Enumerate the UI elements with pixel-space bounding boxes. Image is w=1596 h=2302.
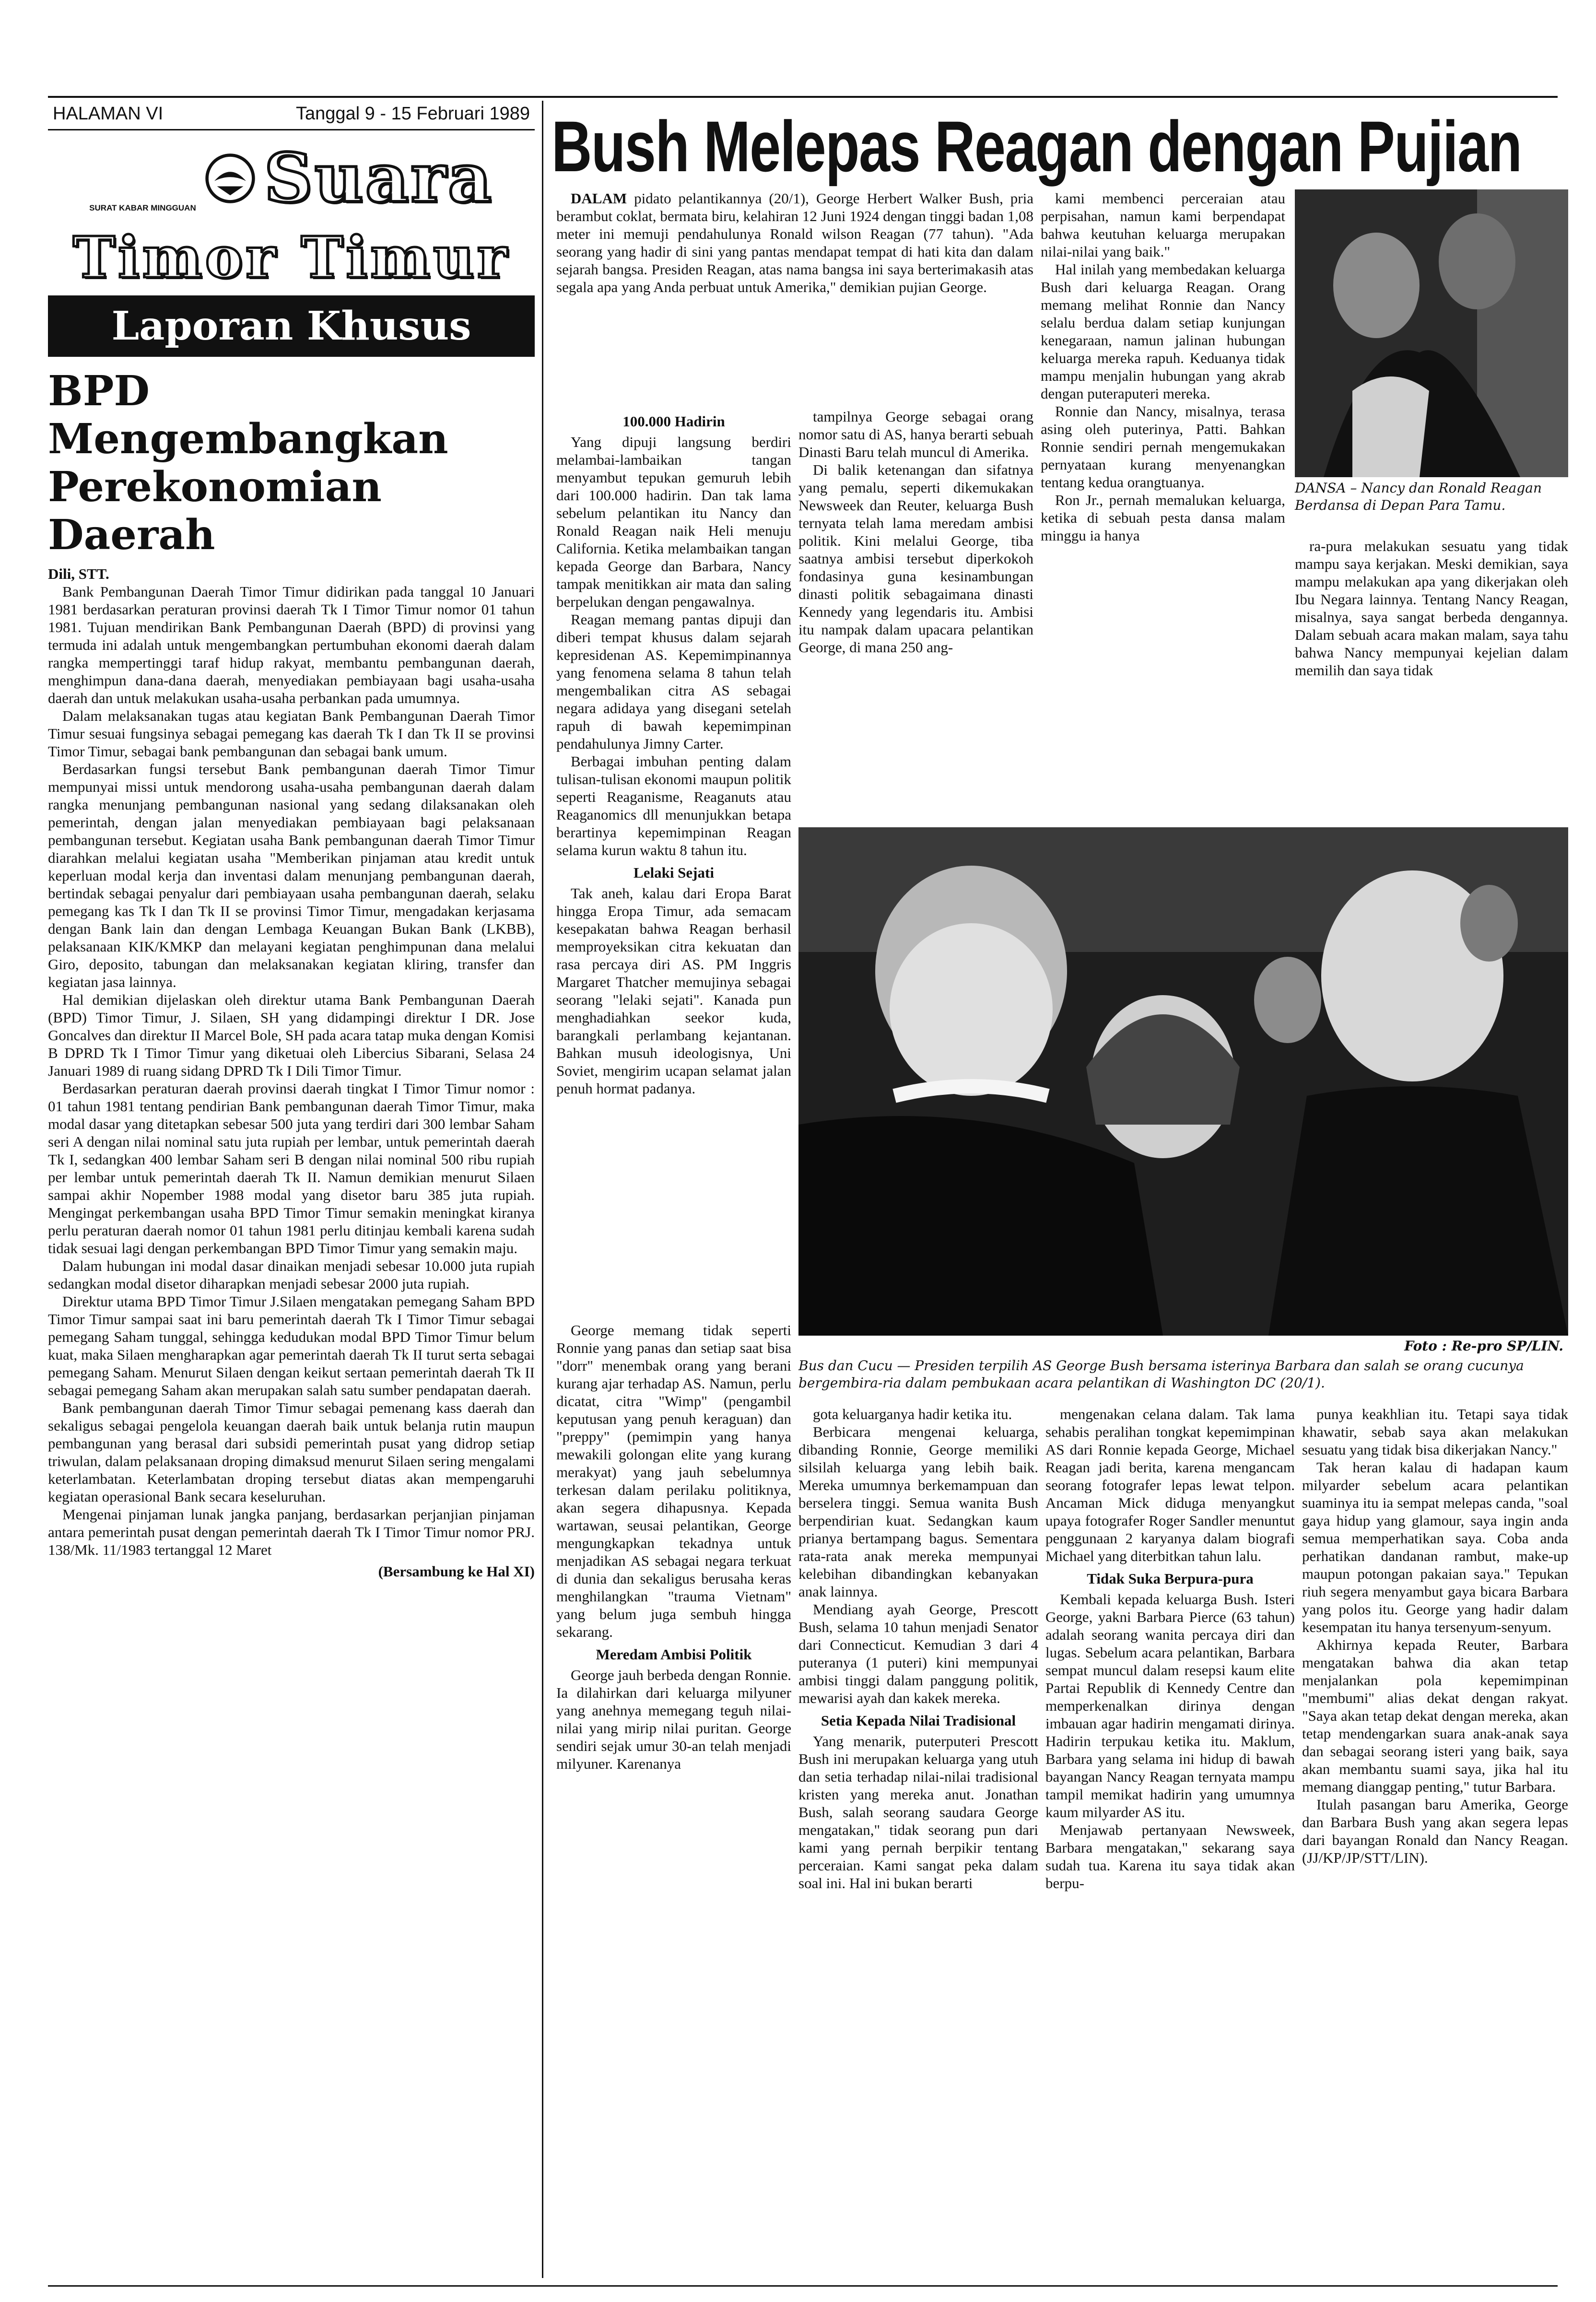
subheading: Lelaki Sejati [634,864,714,881]
drop-lead: DALAM [571,190,627,207]
masthead-subtitle: Timor Timur [73,224,510,291]
masthead-title: Suara [264,139,493,218]
article-column-3b [1045,1405,1295,2278]
paragraph: Berdasarkan fungsi tersebut Bank pembangunan daerah Timor Timur mempunyai missi untuk mendorong usaha-usaha pembangunan daerah dalam rangka menunjang pembangunan nasional yang sedang dilaksanakan oleh pemerintah, dengan jalan menyediakan pembiayaan bagi pelaksanaan pembangunan tersebut. Kegiatan usaha Bank pembangunan daerah Timor Timur diarahkan melalui kegiatan usaha "Memberikan pinjaman atau kredit untuk keperluan modal kerja dan inventasi dalam menunjang pembangunan daerah, bertindak sebagai penyalur dari pembiayaan usaha pembangunan daerah, selaku pemegang kas Tk I dan Tk II se provinsi Timor Timur, mengadakan kerjasama dengan Bank lain dan dengan Lembaga Keuangan Bukan Bank (LKBB), pelaksanaan KIK/KMKP dan melayani kegiatan penghimpunan dana melalui Giro, deposito, tabungan dan melaksanakan kegiatan kliring, transfer dan kegiatan jasa lainnya. [48,761,535,990]
paragraph: Ron Jr., pernah memalukan keluarga, ketika di sebuah pesta dansa malam minggu ia hanya [1041,492,1285,544]
paragraph: Berbicara mengenai keluarga, dibanding Ronnie, George memiliki silsilah keluarga yang lebih baik. Mereka umumnya berkemampuan dan berselera tinggi. Semua wanita Bush berpendirian kuat. Sedangkan kaum prianya bertampang bagus. Sementara rata-rata anak mereka mempunyai kelebihan dibandingkan kebanyakan anak lainnya. [798,1423,1038,1600]
subheading: Meredam Ambisi Politik [596,1646,752,1663]
paragraph: George memang tidak seperti Ronnie yang panas dan setiap saat bisa "dorr" menembak orang yang berani kurang ajar terhadap AS. Namun, perlu dicatat, citra "Wimp" (pengambil keputusan yang penuh keraguan) dan "preppy" (pemimpin yang hanya mewakili golongan elite yang kurang merakyat) yang jauh sebelumnya terkesan dalam perilaku politiknya, akan segera dihapusnya. Kepada wartawan, seusai pelantikan, George mengungkapkan tekadnya untuk menjadikan AS sebagai negara terkuat di dunia dan sekaligus berusaha keras menghilangkan "trauma Vietnam" yang belum juga sembuh hingga sekarang. [556,1322,791,1640]
page-header [48,101,535,130]
paragraph: kami membenci perceraian atau perpisahan, namun kami berpendapat bahwa keutuhan keluarga merupakan nilai-nilai yang baik." [1041,190,1285,260]
dance-photo [1295,189,1568,477]
paragraph: Dalam hubungan ini modal dasar dinaikan menjadi sebesar 10.000 juta rupiah sedangkan modal disetor diharapkan menjadi sebesar 2000 juta rupiah. [48,1257,535,1292]
page-label: HALAMAN VI [53,104,164,124]
paragraph: Mendiang ayah George, Prescott Bush, selama 10 tahun menjadi Senator dari Connecticut. Kemudian 3 dari 4 puteranya (1 puteri) kini mempunyai ambisi tinggi dalam panggung politik, mewarisi ayah dan kakek mereka. [798,1601,1038,1706]
paragraph-text: pidato pelantikannya (20/1), George Herbert Walker Bush, pria berambut coklat, bermata biru, kelahiran 12 Juni 1924 dengan tinggi badan 1,08 meter ini memuji pendahulunya Ronald wilson Reagan (77 tahun). "Ada seorang yang hadir di sini yang pantas mendapat tempat di hati kita dan dalam sejarah bangsa. Presiden Reagan, atas nama bangsa ini saya berterimakasih atas segala apa yang Anda perbuat untuk Amerika," demikian pujian George. [556,190,1033,295]
article-column-2b [798,1405,1038,2278]
paragraph: Bank Pembangunan Daerah Timor Timur didirikan pada tanggal 10 Januari 1981 berdasarkan peraturan provinsi daerah Tk I Timor Timur nomor 01 tahun 1981. Tujuan mendirikan Bank Pembangunan Daerah (BPD) di provinsi yang termuda ini adalah untuk mengembangkan pertumbuhan ekonomi daerah dalam rangka mempertinggi taraf hidup rakyat, membantu pembangunan daerah, menghimpun dana-dana daerah, menyediakan pembiayaan bagi usaha-usaha daerah dan untuk melakukan usaha-usaha perbankan pada umumnya. [48,583,535,706]
paragraph: Tak aneh, kalau dari Eropa Barat hingga Eropa Timur, ada semacam kesepakatan bahwa Reagan berhasil memproyeksikan citra kekuatan dan rasa percaya diri AS. PM Inggris Margaret Thatcher memujinya sebagai seorang "lelaki sejati". Kanada pun menghadiahkan seekor kuda, barangkali perlambang kejantanan. Bahkan musuh ideologisnya, Uni Soviet, mengirim ucapan selamat jalan penuh hormat padanya. [556,885,791,1097]
paragraph: ra-pura melakukan sesuatu yang tidak mampu saya kerjakan. Meski demikian, saya mampu melakukan apa yang dikerjakan oleh Ibu Negara lainnya. Tentang Nancy Reagan, misalnya, saya sangat berbeda dengannya. Dalam sebuah acara makan malam, saya tahu bahwa Nancy mempunyai kejelian dalam memilih dan saya tidak [1295,538,1568,679]
paragraph: George jauh berbeda dengan Ronnie. Ia dilahirkan dari keluarga milyuner yang anehnya memegang teguh nilai-nilai yang mirip nilai puritan. George sendiri sejak umur 30-an telah menjadi milyuner. Karenanya [556,1667,791,1772]
paragraph: Kembali kepada keluarga Bush. Isteri George, yakni Barbara Pierce (63 tahun) adalah seorang wanita percaya diri dan lugas. Sebelum acara pelantikan, Barbara sempat muncul dalam resepsi kaum elite Partai Republik di Kennedy Centre dan memperkenalkan dirinya dengan imbauan agar hadirin mengamati dirinya. Hadirin terpukau ketika itu. Maklum, Barbara yang selama ini hidup di bawah bayangan Nancy Reagan ternyata mampu tampil memikat hadirin yang umumnya kaum milyarder AS itu. [1045,1591,1295,1820]
bush-family-photo [798,827,1568,1336]
issue-date: Tanggal 9 - 15 Februari 1989 [296,104,530,124]
article-column-3a [798,408,1033,820]
paragraph [556,189,1033,296]
left-article-body [48,565,535,1580]
article-column-1 [556,189,1033,410]
subheading: Tidak Suka Berpura-pura [1087,1570,1254,1587]
photo-credit: Foto : Re-pro SP/LIN. [1404,1338,1563,1354]
paragraph: tampilnya George sebagai orang nomor satu di AS, hanya berarti sebuah Dinasti Baru telah muncul di Amerika. [798,408,1033,460]
column-divider [542,101,543,2278]
paragraph: Reagan memang pantas dipuji dan diberi tempat khusus dalam sejarah kepresidenan AS. Kepemimpinannya yang fenomena selama 8 tahun telah mengembalikan citra AS sebagai negara adidaya yang disegani setelah rapuh di bawah kepemimpinan pendahulunya Jimny Carter. [556,611,791,752]
paragraph: Berdasarkan peraturan daerah provinsi daerah tingkat I Timor Timur nomor : 01 tahun 1981 tentang pendirian Bank pembangunan daerah Timor Timur, maka modal dasar yang ditetapkan sebesar 500 juta yang terdiri dari 300 lembar Saham seri A dengan nilai nominal satu juta rupiah per lembar, untuk pemerintah daerah Tk I, sedangkan 400 lembar Saham seri B dengan nilai nominal 500 ribu rupiah per lembar untuk pemerintah daerah Tk II. Namun demikian menurut Silaen sampai akhir Nopember 1988 modal yang disetor baru 385 juta rupiah. Mengingat perkembangan usaha BPD Timor Timur semakin meningkat kiranya perlu peraturan daerah nomor 01 tahun 1981 perlu ditinjau kembali karena sudah tidak sesuai lagi dengan perkembangan BPD Timor Timur yang semakin maju. [48,1080,535,1257]
continued-note: (Bersambung ke Hal XI) [378,1563,535,1580]
paragraph: Berbagai imbuhan penting dalam tulisan-tulisan ekonomi maupun politik seperti Reaganisme, Reaganuts atau Reaganomics dll menunjukkan betapa berartinya kepemimpinan Reagan selama kurun waktu 8 tahun itu. [556,753,791,858]
left-column [48,101,535,1580]
bush-family-photo-caption: Bus dan Cucu — Presiden terpilih AS George Bush bersama isterinya Barbara dan salah se orang cucunya bergembira-ria dalam pembukaan acara pelantikan di Washington DC (20/1). [798,1358,1524,1391]
paragraph: Hal demikian dijelaskan oleh direktur utama Bank Pembangunan Daerah (BPD) Timor Timur, J. Silaen, SH yang didampingi direktur I DR. Jose Goncalves dan direktur II Marcel Bole, SH pada acara tatap muka dengan Komisi B DPRD Tk I Timor Timur yang diketuai oleh Libercius Sibarani, Selasa 24 Januari 1989 di ruang sidang DPRD Tk I Dili Timor Timur. [48,991,535,1079]
paragraph: Di balik ketenangan dan sifatnya yang pemalu, seperti dikemukakan Newsweek dan Reuter, keluarga Bush ternyata telah lama meredam ambisi politik. Kini melalui George, tiba saatnya ambisi tersebut diperkokoh fondasinya guna kesinambungan dinasti politik sebagaimana dinasti Kennedy yang legendaris itu. Ambisi itu nampak dalam upacara pelantikan George, di mana 250 ang- [798,461,1033,656]
paragraph: Tak heran kalau di hadapan kaum milyarder sebelum acara pelantikan suaminya itu ia sempat melepas canda, "soal gaya hidup yang glamour, saya ingin anda semua memperhatikan saya. Coba anda perhatikan dandanan rambut, make-up maupun potongan pakaian saya." Tepukan riuh segera menyambut gaya bicara Barbara yang polos itu. George yang hadir dalam kesempatan itu hanya tersenyum-senyum. [1302,1459,1568,1635]
top-rule [48,96,1558,98]
main-headline: Bush Melepas Reagan dengan Pujian [552,106,1522,187]
masthead-small-label: SURAT KABAR MINGGUAN [89,203,196,212]
section-banner: Laporan Khusus [48,295,535,357]
dateline: Dili, STT. [48,565,109,582]
subheading: Setia Kepada Nilai Tradisional [821,1712,1016,1729]
dance-photo-image [1295,189,1568,477]
masthead [48,130,535,226]
paragraph: Ronnie dan Nancy, misalnya, terasa asing oleh puterinya, Patti. Bahkan Ronnie sendiri pernah mengemukakan pernyataan kurang menyenangkan tentang kedua orangtuanya. [1041,403,1285,491]
paragraph: punya keakhlian itu. Tetapi saya tidak khawatir, sebab saya akan melakukan sesuatu yang tidak bisa dikerjakan Nancy." [1302,1406,1568,1458]
article-column-4b [1302,1405,1568,2278]
paragraph: Mengenai pinjaman lunak jangka panjang, berdasarkan perjanjian pinjaman antara pemerintah pusat dengan pemerintah daerah Tk I Timor Timur nomor PRJ. 138/Mk. 11/1983 tertanggal 12 Maret [48,1506,535,1558]
paragraph: gota keluarganya hadir ketika itu. [813,1406,1012,1422]
bottom-rule [48,2285,1558,2287]
article-column-4a [1041,189,1285,820]
paragraph: Akhirnya kepada Reuter, Barbara mengatakan bahwa dia akan tetap menjalankan pola kepemimpinan "membumi" alias dekat dengan rakyat. "Saya akan tetap dekat dengan mereka, akan tetap mendengarkan suara anak-anak saya dan sebagai seorang isteri yang baik, saya akan membantu suami saya, jika hal itu memang dianggap penting," tutur Barbara. [1302,1636,1568,1795]
paragraph: Yang menarik, puterputeri Prescott Bush ini merupakan keluarga yang utuh dan setia terhadap nilai-nilai tradisional kristen yang mereka anut. Jonathan Bush, salah seorang saudara George mengatakan," tidak seorang pun dari kami yang pernah berpikir tentang perceraian. Kami sangat peka dalam soal ini. Hal ini bukan berarti [798,1733,1038,1891]
paragraph: Direktur utama BPD Timor Timur J.Silaen mengatakan pemegang Saham BPD Timor Timur sampai saat ini baru pemerintah daerah Tk I Timor Timur sebagai pemegang Saham tunggal, sehingga kedudukan modal BPD Timor Timur belum kuat, maka Silaen mengharapkan agar pemerintah daerah Tk II turut serta sebagai pemegang Saham. Menurut Silaen dengan keikut sertaan pemerintah daerah Tk II sebagai pemegang Saham akan merupakan salah satu sumber pendapatan daerah. [48,1293,535,1398]
bush-family-photo-image [798,827,1568,1336]
paragraph: Menjawab pertanyaan Newsweek, Barbara mengatakan," sekarang saya sudah tua. Karena itu saya tidak akan berpu- [1045,1821,1295,1891]
paragraph: Dalam melaksanakan tugas atau kegiatan Bank Pembangunan Daerah Timor Timur sesuai fungsinya sebagai pemegang kas daerah Tk I dan Tk II se provinsi Timor Timur, sebagai bank pembangunan dan sebagai bank umum. [48,707,535,760]
dance-photo-caption: DANSA – Nancy dan Ronald Reagan Berdansa di Depan Para Tamu. [1295,480,1542,513]
paragraph: Hal inilah yang membedakan keluarga Bush dari keluarga Reagan. Orang memang melihat Ronnie dan Nancy selalu berdua dalam setiap kunjungan kenegaraan, namun jalinan hubungan keluarga mereka rapuh. Keduanya tidak mampu menjalin hubungan yang akrab dengan puteraputeri mereka. [1041,261,1285,402]
article-column-5a [1295,537,1568,820]
paragraph: Itulah pasangan baru Amerika, George dan Barbara Bush yang akan segera lepas dari bayangan Ronald dan Nancy Reagan. (JJ/KP/JP/STT/LIN). [1302,1796,1568,1866]
article-column-2a [556,408,791,1319]
left-article-title: BPD Mengembangkan Perekonomian Daerah [48,367,448,559]
paragraph: Yang dipuji langsung berdiri melambai-lambaikan tangan menyambut tepukan gemuruh lebih dari 100.000 hadirin. Dan tak lama sebelum pelantikan itu Nancy dan Ronald Reagan naik Heli menuju California. Ketika melambaikan tangan kepada George dan Barbara, Nancy tampak menitikkan air mata dan saling berpelukan dengan pengawalnya. [556,434,791,610]
article-column-1b [556,1321,791,2280]
masthead-emblem-icon [204,152,257,205]
paragraph: Bank pembangunan daerah Timor Timur sebagai pemenang kass daerah dan sekaligus sebagai pengelola keuangan daerah baik untuk belanja rutin maupun pembangunan yang berasal dari subsidi pemerintah pusat yang didrop setiap triwulan, dalam pelaksanaan droping dimaksud menurut Silaen sering mengalami keterlambatan. Keterlambatan droping tersebut diatas akan mempengaruhi kegiatan operasional Bank secara keseluruhan. [48,1399,535,1505]
paragraph: mengenakan celana dalam. Tak lama sehabis peralihan tongkat kepemimpinan AS dari Ronnie kepada George, Michael Reagan jadi berita, karena mengancam seorang fotografer lepas lewat telpon. Ancaman Mick diduga menyangkut upaya fotografer Roger Sandler menuntut penggunaan 2 karyanya dalam biografi Michael yang diterbitkan tahun lalu. [1045,1406,1295,1564]
subheading: 100.000 Hadirin [622,413,725,430]
